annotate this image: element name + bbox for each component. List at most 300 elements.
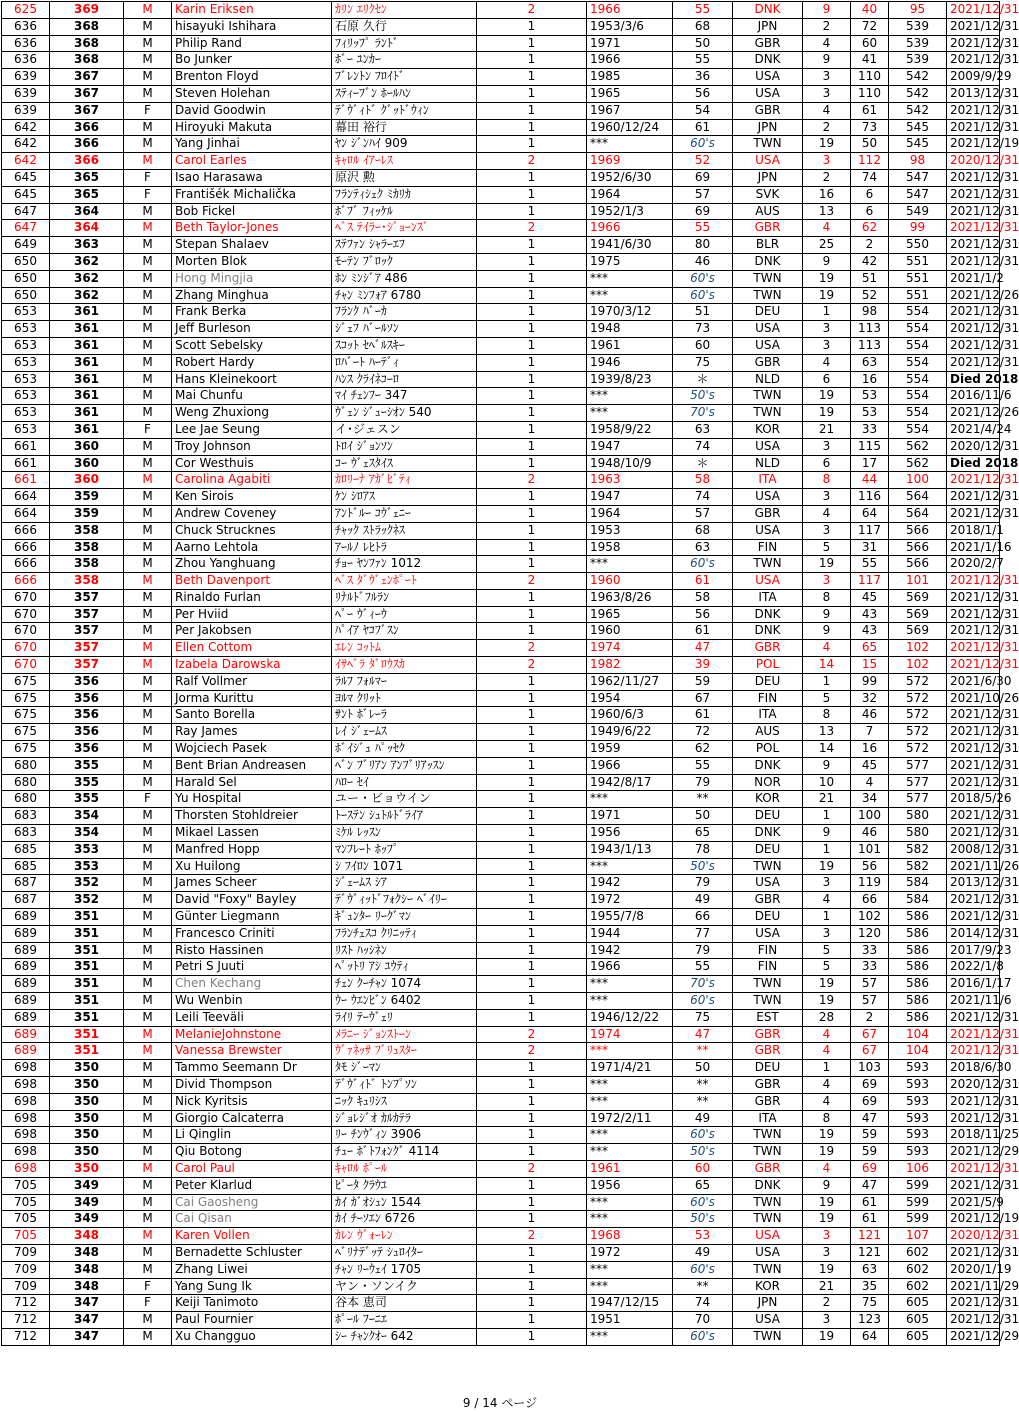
- country-code-cell: 3: [803, 69, 851, 86]
- age-cell: 63: [673, 539, 733, 556]
- player-name-cell: Rinaldo Furlan: [172, 589, 332, 606]
- update-date-cell: 2021/12/31: [947, 589, 1000, 606]
- player-name-kana-cell: ﾔﾝ ｼﾞﾝﾊｲ 909: [332, 136, 477, 153]
- country-rank-cell: 73: [851, 119, 889, 136]
- update-date-cell: 2020/12/31: [947, 1077, 1000, 1094]
- birth-date-cell: 1965: [587, 606, 673, 623]
- country-rank-cell: 2: [851, 237, 889, 254]
- sex-cell: F: [124, 421, 172, 438]
- division-rank-cell: 95: [889, 2, 947, 19]
- country-cell: TWN: [733, 1261, 803, 1278]
- birth-date-cell: ***: [587, 858, 673, 875]
- update-date-cell: 2021/12/29: [947, 1144, 1000, 1161]
- table-row: [2, 589, 1000, 606]
- age-cell: 39: [673, 657, 733, 674]
- age-cell: 50's: [673, 858, 733, 875]
- division-cell: 1: [477, 1077, 587, 1094]
- score-cell: 350: [50, 1127, 124, 1144]
- score-cell: 348: [50, 1228, 124, 1245]
- player-name-cell: Zhang Liwei: [172, 1261, 332, 1278]
- country-code-cell: 4: [803, 1077, 851, 1094]
- country-rank-cell: 101: [851, 841, 889, 858]
- rank-cell: 639: [2, 69, 50, 86]
- birth-date-cell: 1972: [587, 892, 673, 909]
- sex-cell: M: [124, 35, 172, 52]
- player-name-kana-cell: ｷﾞｭﾝﾀｰ ﾘｰｸﾞﾏﾝ: [332, 909, 477, 926]
- country-code-cell: 19: [803, 270, 851, 287]
- country-cell: USA: [733, 522, 803, 539]
- score-cell: 357: [50, 589, 124, 606]
- birth-date-cell: 1949/6/22: [587, 724, 673, 741]
- country-code-cell: 4: [803, 35, 851, 52]
- country-rank-cell: 34: [851, 791, 889, 808]
- table-row: [2, 1328, 1000, 1345]
- country-rank-cell: 16: [851, 371, 889, 388]
- score-cell: 352: [50, 892, 124, 909]
- table-row: [2, 186, 1000, 203]
- country-rank-cell: 110: [851, 69, 889, 86]
- table-row: [2, 85, 1000, 102]
- country-cell: TWN: [733, 270, 803, 287]
- country-code-cell: 4: [803, 1160, 851, 1177]
- country-rank-cell: 123: [851, 1312, 889, 1329]
- score-cell: 350: [50, 1144, 124, 1161]
- country-code-cell: 16: [803, 186, 851, 203]
- score-cell: 358: [50, 556, 124, 573]
- age-cell: 74: [673, 438, 733, 455]
- rank-cell: 675: [2, 673, 50, 690]
- division-cell: 1: [477, 724, 587, 741]
- rank-cell: 653: [2, 421, 50, 438]
- division-cell: 1: [477, 522, 587, 539]
- country-rank-cell: 99: [851, 673, 889, 690]
- rank-cell: 647: [2, 220, 50, 237]
- birth-date-cell: ***: [587, 556, 673, 573]
- country-cell: TWN: [733, 976, 803, 993]
- player-name-kana-cell: 幕田 裕行: [332, 119, 477, 136]
- player-name-kana-cell: 谷本 恵司: [332, 1295, 477, 1312]
- country-code-cell: 4: [803, 354, 851, 371]
- birth-date-cell: 1971/4/21: [587, 1060, 673, 1077]
- birth-date-cell: 1960/12/24: [587, 119, 673, 136]
- score-cell: 355: [50, 774, 124, 791]
- country-cell: DNK: [733, 2, 803, 19]
- division-cell: 1: [477, 909, 587, 926]
- update-date-cell: 2021/12/31: [947, 253, 1000, 270]
- table-row: [2, 169, 1000, 186]
- country-rank-cell: 61: [851, 1194, 889, 1211]
- birth-date-cell: ***: [587, 388, 673, 405]
- rank-cell: 666: [2, 522, 50, 539]
- country-cell: DNK: [733, 253, 803, 270]
- country-cell: TWN: [733, 287, 803, 304]
- birth-date-cell: 1965: [587, 85, 673, 102]
- sex-cell: M: [124, 119, 172, 136]
- update-date-cell: 2021/12/31: [947, 707, 1000, 724]
- player-name-cell: Ken Sirois: [172, 489, 332, 506]
- country-code-cell: 4: [803, 505, 851, 522]
- player-name-kana-cell: ﾎﾞﾌﾞ ﾌｨｯｹﾙ: [332, 203, 477, 220]
- sex-cell: M: [124, 640, 172, 657]
- rank-cell: 689: [2, 1009, 50, 1026]
- birth-date-cell: ***: [587, 405, 673, 422]
- division-rank-cell: 586: [889, 925, 947, 942]
- rank-cell: 649: [2, 237, 50, 254]
- age-cell: 55: [673, 2, 733, 19]
- country-rank-cell: 60: [851, 35, 889, 52]
- table-row: [2, 253, 1000, 270]
- rank-cell: 636: [2, 52, 50, 69]
- rank-cell: 680: [2, 774, 50, 791]
- division-cell: 1: [477, 371, 587, 388]
- player-name-kana-cell: ﾏﾝﾌﾚｰﾄ ﾎｯﾌﾟ: [332, 841, 477, 858]
- division-rank-cell: 107: [889, 1228, 947, 1245]
- division-cell: 2: [477, 153, 587, 170]
- sex-cell: M: [124, 354, 172, 371]
- country-cell: USA: [733, 1312, 803, 1329]
- country-cell: USA: [733, 337, 803, 354]
- country-code-cell: 6: [803, 371, 851, 388]
- age-cell: 58: [673, 589, 733, 606]
- age-cell: 60's: [673, 136, 733, 153]
- country-code-cell: 4: [803, 1026, 851, 1043]
- rank-cell: 689: [2, 993, 50, 1010]
- country-rank-cell: 115: [851, 438, 889, 455]
- table-row: [2, 741, 1000, 758]
- player-name-cell: Per Jakobsen: [172, 623, 332, 640]
- age-cell: 52: [673, 153, 733, 170]
- country-cell: USA: [733, 438, 803, 455]
- player-name-kana-cell: ﾐｹﾙ ﾚｯｽﾝ: [332, 825, 477, 842]
- division-cell: 1: [477, 707, 587, 724]
- table-row: [2, 438, 1000, 455]
- age-cell: 63: [673, 421, 733, 438]
- update-date-cell: 2021/12/31: [947, 774, 1000, 791]
- score-cell: 350: [50, 1060, 124, 1077]
- table-row: [2, 287, 1000, 304]
- division-cell: 1: [477, 321, 587, 338]
- division-cell: 1: [477, 690, 587, 707]
- birth-date-cell: 1941/6/30: [587, 237, 673, 254]
- country-code-cell: 19: [803, 976, 851, 993]
- country-rank-cell: 46: [851, 707, 889, 724]
- division-rank-cell: 554: [889, 371, 947, 388]
- age-cell: 49: [673, 1244, 733, 1261]
- update-date-cell: 2021/12/31: [947, 52, 1000, 69]
- player-name-cell: Yang Sung Ik: [172, 1278, 332, 1295]
- sex-cell: M: [124, 657, 172, 674]
- country-cell: DNK: [733, 757, 803, 774]
- player-name-cell: Paul Fournier: [172, 1312, 332, 1329]
- sex-cell: M: [124, 438, 172, 455]
- rank-cell: 650: [2, 270, 50, 287]
- table-row: [2, 707, 1000, 724]
- age-cell: 68: [673, 522, 733, 539]
- player-name-kana-cell: ﾊﾝｽ ｸﾗｲﾈｺｰﾛ: [332, 371, 477, 388]
- country-code-cell: 4: [803, 640, 851, 657]
- sex-cell: M: [124, 1228, 172, 1245]
- update-date-cell: Died 2018: [947, 455, 1000, 472]
- player-name-kana-cell: ﾄﾛｲ ｼﾞｮﾝｿﾝ: [332, 438, 477, 455]
- sex-cell: M: [124, 2, 172, 19]
- sex-cell: M: [124, 942, 172, 959]
- age-cell: 49: [673, 892, 733, 909]
- score-cell: 357: [50, 623, 124, 640]
- division-rank-cell: 593: [889, 1110, 947, 1127]
- sex-cell: M: [124, 909, 172, 926]
- division-cell: 1: [477, 421, 587, 438]
- player-name-cell: Beth Taylor-Jones: [172, 220, 332, 237]
- division-cell: 1: [477, 304, 587, 321]
- player-name-cell: Santo Borella: [172, 707, 332, 724]
- score-cell: 361: [50, 388, 124, 405]
- division-rank-cell: 602: [889, 1244, 947, 1261]
- division-rank-cell: 104: [889, 1026, 947, 1043]
- division-rank-cell: 562: [889, 455, 947, 472]
- rank-cell: 705: [2, 1211, 50, 1228]
- country-cell: KOR: [733, 1278, 803, 1295]
- age-cell: 55: [673, 757, 733, 774]
- birth-date-cell: 1962/11/27: [587, 673, 673, 690]
- table-row: [2, 1244, 1000, 1261]
- update-date-cell: 2021/12/31: [947, 724, 1000, 741]
- sex-cell: M: [124, 808, 172, 825]
- country-code-cell: 1: [803, 841, 851, 858]
- division-rank-cell: 602: [889, 1261, 947, 1278]
- division-rank-cell: 584: [889, 892, 947, 909]
- player-name-cell: Ray James: [172, 724, 332, 741]
- age-cell: 55: [673, 220, 733, 237]
- player-name-cell: Petri S Juuti: [172, 959, 332, 976]
- table-row: [2, 1009, 1000, 1026]
- rank-cell: 685: [2, 841, 50, 858]
- country-cell: TWN: [733, 1328, 803, 1345]
- rank-cell: 675: [2, 690, 50, 707]
- birth-date-cell: 1951: [587, 1312, 673, 1329]
- sex-cell: M: [124, 539, 172, 556]
- score-cell: 361: [50, 304, 124, 321]
- table-row: [2, 1312, 1000, 1329]
- sex-cell: M: [124, 1009, 172, 1026]
- player-name-kana-cell: ﾁｮｰ ﾔﾝﾌｧﾝ 1012: [332, 556, 477, 573]
- country-cell: USA: [733, 875, 803, 892]
- division-cell: 1: [477, 119, 587, 136]
- age-cell: 80: [673, 237, 733, 254]
- age-cell: 50: [673, 808, 733, 825]
- update-date-cell: 2021/12/31: [947, 321, 1000, 338]
- sex-cell: M: [124, 1077, 172, 1094]
- update-date-cell: 2021/1/16: [947, 539, 1000, 556]
- player-name-kana-cell: ﾘｰ ﾁﾝｳﾞｨﾝ 3906: [332, 1127, 477, 1144]
- score-cell: 368: [50, 35, 124, 52]
- country-rank-cell: 112: [851, 153, 889, 170]
- birth-date-cell: 1952/1/3: [587, 203, 673, 220]
- division-cell: 1: [477, 858, 587, 875]
- country-cell: DNK: [733, 623, 803, 640]
- division-cell: 1: [477, 825, 587, 842]
- country-code-cell: 9: [803, 757, 851, 774]
- age-cell: 51: [673, 304, 733, 321]
- age-cell: **: [673, 1077, 733, 1094]
- player-name-kana-cell: ｷｬﾛﾙ ｲｱｰﾚｽ: [332, 153, 477, 170]
- division-cell: 1: [477, 673, 587, 690]
- sex-cell: M: [124, 1244, 172, 1261]
- update-date-cell: 2021/12/31: [947, 657, 1000, 674]
- score-cell: 351: [50, 959, 124, 976]
- player-name-cell: Ellen Cottom: [172, 640, 332, 657]
- country-rank-cell: 98: [851, 304, 889, 321]
- table-row: [2, 472, 1000, 489]
- player-name-kana-cell: ﾊﾛｰ ｾｲ: [332, 774, 477, 791]
- age-cell: 60's: [673, 1194, 733, 1211]
- update-date-cell: 2013/12/31: [947, 85, 1000, 102]
- update-date-cell: 2021/12/31: [947, 892, 1000, 909]
- country-cell: KOR: [733, 791, 803, 808]
- country-rank-cell: 61: [851, 1211, 889, 1228]
- country-rank-cell: 57: [851, 993, 889, 1010]
- update-date-cell: 2021/12/26: [947, 287, 1000, 304]
- division-rank-cell: 539: [889, 18, 947, 35]
- player-name-kana-cell: ﾃﾞｳﾞｨﾄﾞ ﾄﾝﾌﾟｿﾝ: [332, 1077, 477, 1094]
- rank-cell: 705: [2, 1194, 50, 1211]
- player-name-kana-cell: ﾃﾞｳﾞｨｯﾄﾞﾌｫｸｼｰ ﾍﾞｲﾘｰ: [332, 892, 477, 909]
- division-rank-cell: 99: [889, 220, 947, 237]
- score-cell: 361: [50, 421, 124, 438]
- update-date-cell: 2021/12/31: [947, 472, 1000, 489]
- division-rank-cell: 593: [889, 1077, 947, 1094]
- sex-cell: M: [124, 321, 172, 338]
- country-cell: USA: [733, 925, 803, 942]
- birth-date-cell: 1942: [587, 942, 673, 959]
- score-cell: 361: [50, 405, 124, 422]
- age-cell: 57: [673, 505, 733, 522]
- table-row: [2, 640, 1000, 657]
- player-name-cell: Tammo Seemann Dr: [172, 1060, 332, 1077]
- update-date-cell: 2021/12/31: [947, 1009, 1000, 1026]
- score-cell: 351: [50, 1026, 124, 1043]
- age-cell: 55: [673, 959, 733, 976]
- player-name-cell: David "Foxy" Bayley: [172, 892, 332, 909]
- country-cell: TWN: [733, 136, 803, 153]
- update-date-cell: 2021/12/26: [947, 405, 1000, 422]
- country-cell: USA: [733, 1244, 803, 1261]
- update-date-cell: 2009/9/29: [947, 69, 1000, 86]
- division-cell: 1: [477, 808, 587, 825]
- sex-cell: M: [124, 774, 172, 791]
- score-cell: 349: [50, 1177, 124, 1194]
- division-cell: 1: [477, 388, 587, 405]
- rank-cell: 685: [2, 858, 50, 875]
- score-cell: 362: [50, 270, 124, 287]
- player-name-kana-cell: ﾍﾞｽ ﾀﾞｳﾞｪﾝﾎﾟｰﾄ: [332, 573, 477, 590]
- table-row: [2, 1194, 1000, 1211]
- ranking-table-body: [2, 2, 1019, 1346]
- rank-cell: 689: [2, 1043, 50, 1060]
- division-cell: 1: [477, 1244, 587, 1261]
- division-cell: 1: [477, 35, 587, 52]
- division-rank-cell: 580: [889, 808, 947, 825]
- player-name-cell: Peter Klarlud: [172, 1177, 332, 1194]
- country-rank-cell: 16: [851, 741, 889, 758]
- player-name-cell: Leili Teeväli: [172, 1009, 332, 1026]
- player-name-cell: Steven Holehan: [172, 85, 332, 102]
- country-code-cell: 19: [803, 388, 851, 405]
- birth-date-cell: 1960/6/3: [587, 707, 673, 724]
- score-cell: 351: [50, 909, 124, 926]
- division-cell: 1: [477, 1312, 587, 1329]
- country-rank-cell: 50: [851, 136, 889, 153]
- player-name-kana-cell: ﾁｬﾝ ﾘｰｳｪｲ 1705: [332, 1261, 477, 1278]
- division-cell: 2: [477, 1043, 587, 1060]
- country-cell: JPN: [733, 1295, 803, 1312]
- sex-cell: M: [124, 707, 172, 724]
- birth-date-cell: 1952/6/30: [587, 169, 673, 186]
- country-cell: USA: [733, 321, 803, 338]
- country-rank-cell: 121: [851, 1228, 889, 1245]
- update-date-cell: 2021/12/31: [947, 741, 1000, 758]
- country-code-cell: 4: [803, 1093, 851, 1110]
- score-cell: 366: [50, 119, 124, 136]
- update-date-cell: 2021/12/31: [947, 169, 1000, 186]
- score-cell: 364: [50, 203, 124, 220]
- rank-cell: 689: [2, 925, 50, 942]
- division-rank-cell: 599: [889, 1194, 947, 1211]
- birth-date-cell: 1961: [587, 337, 673, 354]
- age-cell: 77: [673, 925, 733, 942]
- update-date-cell: 2021/11/6: [947, 993, 1000, 1010]
- rank-cell: 680: [2, 757, 50, 774]
- score-cell: 357: [50, 606, 124, 623]
- update-date-cell: 2021/12/31: [947, 757, 1000, 774]
- age-cell: 60: [673, 337, 733, 354]
- division-cell: 1: [477, 1009, 587, 1026]
- division-cell: 1: [477, 169, 587, 186]
- sex-cell: M: [124, 18, 172, 35]
- player-name-kana-cell: ｽﾃｨｰﾌﾞﾝ ﾎｰﾙﾊﾝ: [332, 85, 477, 102]
- division-cell: 1: [477, 993, 587, 1010]
- rank-cell: 664: [2, 489, 50, 506]
- country-cell: USA: [733, 85, 803, 102]
- country-rank-cell: 75: [851, 1295, 889, 1312]
- country-code-cell: 8: [803, 472, 851, 489]
- score-cell: 363: [50, 237, 124, 254]
- birth-date-cell: 1964: [587, 505, 673, 522]
- division-cell: 1: [477, 489, 587, 506]
- player-name-kana-cell: ｳｰ ｳｴﾝﾋﾞﾝ 6402: [332, 993, 477, 1010]
- country-cell: USA: [733, 153, 803, 170]
- sex-cell: M: [124, 136, 172, 153]
- country-rank-cell: 65: [851, 640, 889, 657]
- player-name-kana-cell: 原沢 勲: [332, 169, 477, 186]
- division-rank-cell: 593: [889, 1060, 947, 1077]
- update-date-cell: 2020/1/19: [947, 1261, 1000, 1278]
- country-cell: TWN: [733, 556, 803, 573]
- country-rank-cell: 64: [851, 505, 889, 522]
- division-rank-cell: 554: [889, 388, 947, 405]
- division-cell: 1: [477, 959, 587, 976]
- division-rank-cell: 100: [889, 472, 947, 489]
- country-rank-cell: 15: [851, 657, 889, 674]
- division-rank-cell: 551: [889, 287, 947, 304]
- age-cell: 69: [673, 203, 733, 220]
- score-cell: 362: [50, 287, 124, 304]
- country-cell: POL: [733, 741, 803, 758]
- division-rank-cell: 102: [889, 657, 947, 674]
- rank-cell: 675: [2, 724, 50, 741]
- rank-cell: 712: [2, 1312, 50, 1329]
- sex-cell: M: [124, 589, 172, 606]
- age-cell: 47: [673, 1026, 733, 1043]
